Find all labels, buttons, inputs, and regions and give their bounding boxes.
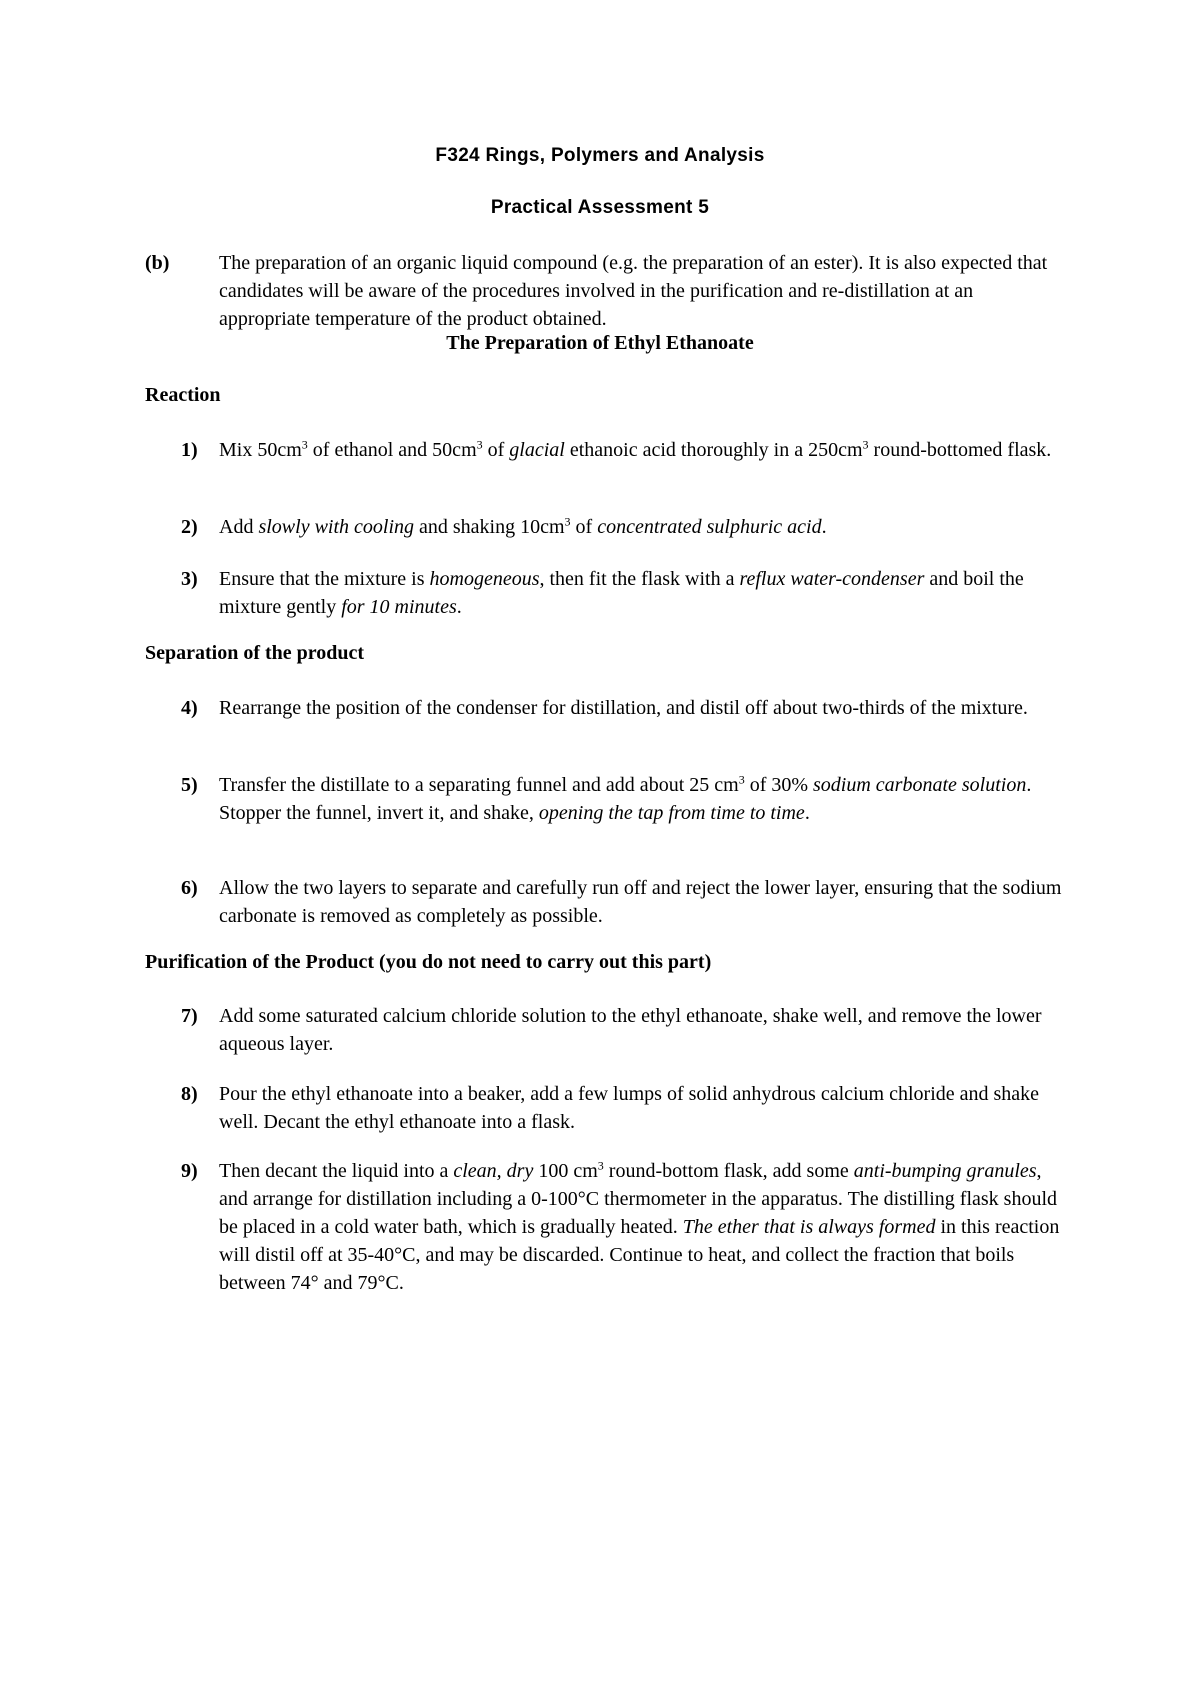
step-number: 4) [181, 697, 198, 719]
step-number: 9) [181, 1160, 198, 1182]
step-text: Mix $50cm^3$ of ethanol and $50cm^3$ of glacial ethanoic acid thoroughly in a $250cm^3$ round-bottomed flask. [219, 437, 1052, 461]
step-text: Then decant the liquid into a clean, dry 100 $cm^3$ round-bottom flask, add some anti-bumping granules, and arrange for distillation including a 0-100°C thermometer in the apparatus. The distilling flask should be placed in a cold water bath, which is gradually heated. The ether that is always formed in this reaction will distil off at 35-40°C, and may be discarded. Continue to heat, and collect the fraction that boils between 74° and 79°C. [219, 1158, 1060, 1294]
intro-label: (b) [145, 252, 170, 274]
document-title: F324 Rings, Polymers and Analysis [435, 145, 765, 166]
step-number: 6) [181, 877, 198, 899]
step-number: 7) [181, 1005, 198, 1027]
step-text: Ensure that the mixture is homogeneous, then fit the flask with a reflux water-condenser and boil the mixture gently for 10 minutes. [219, 568, 1024, 618]
document-subtitle: Practical Assessment 5 [490, 197, 710, 218]
step-number: 1) [181, 439, 198, 461]
step-number: 8) [181, 1083, 198, 1105]
step-text: Add some saturated calcium chloride solution to the ethyl ethanoate, shake well, and remove the lower aqueous layer. [219, 1005, 1042, 1055]
section-heading-reaction: Reaction [145, 384, 221, 406]
step-text: Transfer the distillate to a separating funnel and add about 25 $cm^3$ of 30% sodium carbonate solution. Stopper the funnel, invert it, and shake, opening the tap from time to time. [219, 772, 1032, 824]
intro-text: The preparation of an organic liquid compound (e.g. the preparation of an ester). It is also expected that candidates will be aware of the procedures involved in the purification and re-distillation at an appropriate temperature of the product obtained. [219, 252, 1048, 330]
step-number: 3) [181, 568, 198, 590]
step-text: Pour the ethyl ethanoate into a beaker, add a few lumps of solid anhydrous calcium chloride and shake well. Decant the ethyl ethanoate into a flask. [219, 1083, 1040, 1133]
main-heading: The Preparation of Ethyl Ethanoate [446, 332, 754, 354]
step-text: Add slowly with cooling and shaking $10cm^3$ of concentrated sulphuric acid. [219, 514, 827, 538]
step-number: 2) [181, 516, 198, 538]
section-heading-separation: Separation of the product [145, 642, 365, 664]
step-text: Rearrange the position of the condenser for distillation, and distil off about two-thirds of the mixture. [219, 697, 1028, 719]
step-number: 5) [181, 774, 198, 796]
section-heading-purification: Purification of the Product (you do not need to carry out this part) [145, 951, 712, 973]
step-text: Allow the two layers to separate and carefully run off and reject the lower layer, ensuring that the sodium carbonate is removed as completely as possible. [219, 877, 1062, 927]
